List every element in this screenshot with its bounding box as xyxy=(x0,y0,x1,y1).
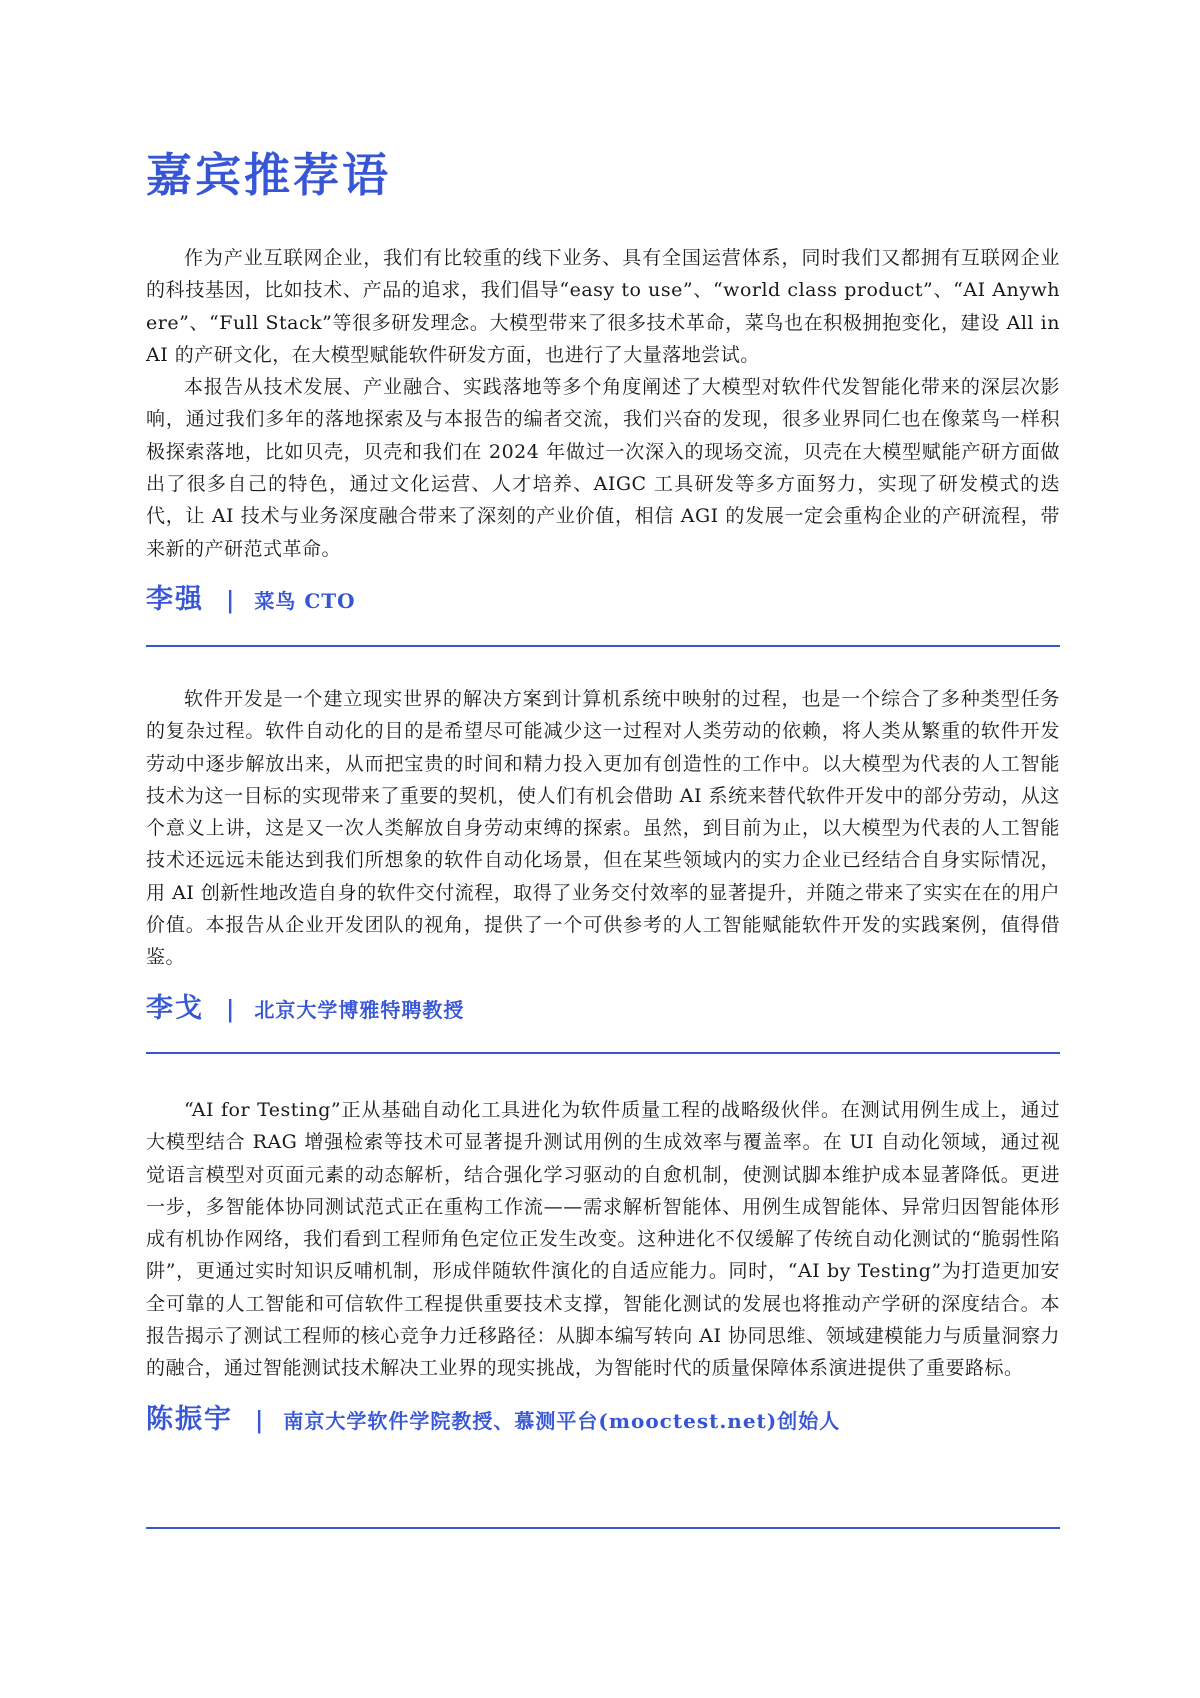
recommendation-paragraph: 本报告从技术发展、产业融合、实践落地等多个角度阐述了大模型对软件代发智能化带来的深层次影响，通过我们多年的落地探索及与本报告的编者交流，我们兴奋的发现，很多业界同仁也在像菜鸟一样积极探索落地，比如贝壳，贝壳和我们在 2024 年做过一次深入的现场交流，贝壳在大模型赋能产研方面做出了很多自己的特色，通过文化运营、人才培养、AIGC 工具研发等多方面努力，实现了研发模式的迭代，让 AI 技术与业务深度融合带来了深刻的产业价值，相信 AGI 的发展一定会重构企业的产研流程，带来新的产研范式革命。 xyxy=(146,376,1060,560)
recommendation-section-2 xyxy=(146,683,1060,1025)
author-title: 北京大学博雅特聘教授 xyxy=(254,997,465,1022)
section-divider xyxy=(146,1527,1060,1529)
author-name: 李强 xyxy=(146,583,204,615)
page-title: 嘉宾推荐语 xyxy=(146,148,391,202)
author-name: 陈振宇 xyxy=(146,1403,233,1435)
attribution xyxy=(146,986,1060,1025)
author-title: 菜鸟 CTO xyxy=(254,588,356,613)
attribution-separator: | xyxy=(226,995,235,1023)
attribution xyxy=(146,577,1060,616)
attribution-separator: | xyxy=(226,586,235,614)
recommendation-section-1 xyxy=(146,242,1060,616)
section-divider xyxy=(146,645,1060,647)
author-name: 李戈 xyxy=(146,992,204,1024)
recommendation-paragraph: 软件开发是一个建立现实世界的解决方案到计算机系统中映射的过程，也是一个综合了多种类型任务的复杂过程。软件自动化的目的是希望尽可能减少这一过程对人类劳动的依赖，将人类从繁重的软件开发劳动中逐步解放出来，从而把宝贵的时间和精力投入更加有创造性的工作中。以大模型为代表的人工智能技术为这一目标的实现带来了重要的契机，使人们有机会借助 AI 系统来替代软件开发中的部分劳动，从这个意义上讲，这是又一次人类解放自身劳动束缚的探索。虽然，到目前为止，以大模型为代表的人工智能技术还远远未能达到我们所想象的软件自动化场景，但在某些领域内的实力企业已经结合自身实际情况，用 AI 创新性地改造自身的软件交付流程，取得了业务交付效率的显著提升，并随之带来了实实在在的用户价值。本报告从企业开发团队的视角，提供了一个可供参考的人工智能赋能软件开发的实践案例，值得借鉴。 xyxy=(146,688,1060,969)
recommendation-section-3 xyxy=(146,1094,1060,1436)
recommendation-paragraph: “AI for Testing”正从基础自动化工具进化为软件质量工程的战略级伙伴。在测试用例生成上，通过大模型结合 RAG 增强检索等技术可显著提升测试用例的生成效率与覆盖率。在 UI 自动化领域，通过视觉语言模型对页面元素的动态解析，结合强化学习驱动的自愈机制，使测试脚本维护成本显著降低。更进一步，多智能体协同测试范式正在重构工作流——需求解析智能体、用例生成智能体、异常归因智能体形成有机协作网络，我们看到工程师角色定位正发生改变。这种进化不仅缓解了传统自动化测试的“脆弱性陷阱”，更通过实时知识反哺机制，形成伴随软件演化的自适应能力。同时，“AI by Testing”为打造更加安全可靠的人工智能和可信软件工程提供重要技术支撑，智能化测试的发展也将推动产学研的深度结合。本报告揭示了测试工程师的核心竞争力迁移路径：从脚本编写转向 AI 协同思维、领域建模能力与质量洞察力的融合，通过智能测试技术解决工业界的现实挑战，为智能时代的质量保障体系演进提供了重要路标。 xyxy=(146,1099,1060,1380)
author-title: 南京大学软件学院教授、慕测平台(mooctest.net)创始人 xyxy=(283,1408,841,1433)
attribution xyxy=(146,1397,1060,1436)
section-divider xyxy=(146,1052,1060,1054)
recommendation-paragraph: 作为产业互联网企业，我们有比较重的线下业务、具有全国运营体系，同时我们又都拥有互联网企业的科技基因，比如技术、产品的追求，我们倡导“easy to use”、“world class product”、“AI Anywhere”、“Full Stack”等很多研发理念。大模型带来了很多技术革命，菜鸟也在积极拥抱变化，建设 All in AI 的产研文化，在大模型赋能软件研发方面，也进行了大量落地尝试。 xyxy=(146,247,1060,366)
attribution-separator: | xyxy=(255,1406,264,1434)
